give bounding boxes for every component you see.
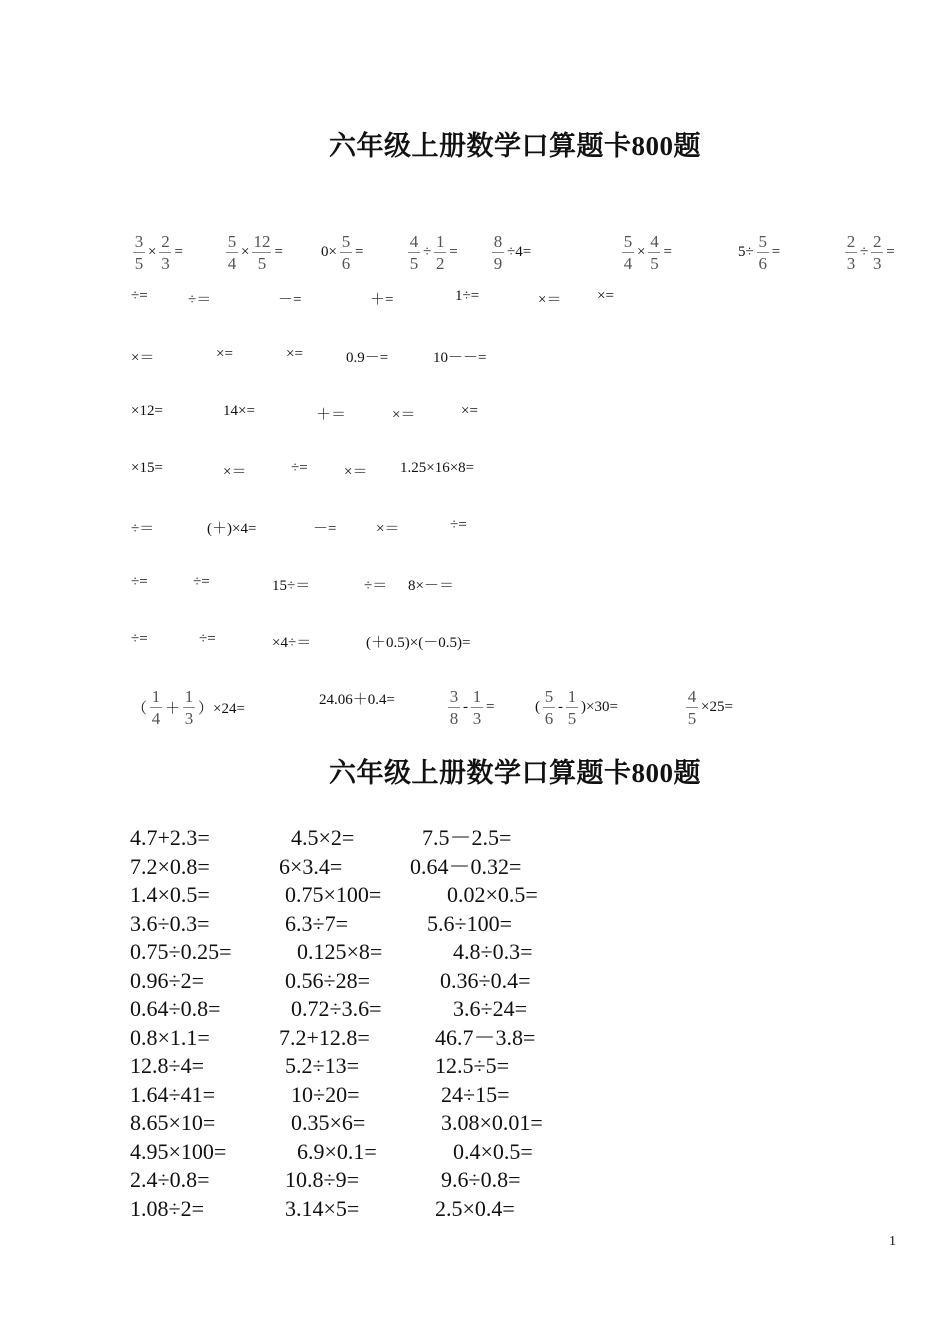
fraction-problem: [534, 688, 619, 727]
oral-problem: 4.8÷0.3=: [453, 939, 533, 964]
oral-problem: ×＝: [376, 521, 400, 537]
oral-problem: 1.25×16×8=: [400, 460, 475, 476]
oral-problem: 2.4÷0.8=: [130, 1167, 210, 1192]
fraction-problem: [131, 688, 246, 727]
oral-problem: 1.64÷41=: [130, 1081, 215, 1107]
fraction-bar: [434, 252, 446, 253]
fraction-denominator: 9: [493, 254, 503, 273]
fraction-numerator: 4: [409, 232, 419, 251]
operator-text: （: [132, 701, 148, 717]
oral-problem: 8.65×10=: [130, 1110, 216, 1135]
fraction: [150, 688, 162, 727]
fraction-numerator: 2: [846, 232, 856, 251]
fraction-denominator: 5: [409, 254, 419, 273]
oral-problem: ×＝: [392, 407, 416, 423]
fraction-numerator: 3: [134, 232, 144, 251]
operator-text: 0×: [321, 244, 337, 260]
fraction: [340, 233, 352, 272]
page-title-top: 六年级上册数学口算题卡800题: [329, 131, 701, 161]
fraction-denominator: 5: [687, 709, 697, 728]
fraction-denominator: 8: [449, 709, 459, 728]
fraction-denominator: 2: [435, 254, 445, 273]
fraction-bar: [871, 252, 883, 253]
fraction-numerator: 1: [472, 687, 482, 706]
oral-problem: 46.7－3.8=: [435, 1024, 536, 1050]
operator-text: =: [274, 244, 283, 260]
fraction-numerator: 1: [184, 687, 194, 706]
oral-problem: 6.9×0.1=: [297, 1138, 377, 1164]
oral-problem: 0.4×0.5=: [453, 1138, 533, 1164]
oral-problem: ÷=: [131, 631, 148, 647]
oral-problem: 0.02×0.5=: [447, 882, 538, 907]
oral-problem: 7.2+12.8=: [279, 1024, 370, 1050]
fraction-denominator: 6: [758, 254, 767, 273]
operator-text: =: [886, 244, 895, 260]
fraction-bar: [340, 252, 352, 253]
fraction: [408, 233, 420, 272]
oral-problem: 0.96÷2=: [130, 967, 204, 993]
fraction: [183, 688, 195, 727]
oral-problem: 5.2÷13=: [285, 1053, 359, 1078]
fraction: [543, 688, 555, 727]
fraction-problem: [318, 688, 396, 709]
oral-problem: ×＝: [223, 464, 247, 480]
oral-problem: 7.2×0.8=: [130, 853, 210, 879]
fraction-bar: [622, 252, 634, 253]
fraction-numerator: 12: [253, 232, 271, 251]
operator-text: =: [354, 244, 364, 260]
fraction-problem: [843, 233, 896, 272]
fraction-denominator: 5: [650, 254, 659, 273]
fraction-denominator: 6: [341, 254, 351, 273]
oral-problem: 12.8÷4=: [130, 1053, 204, 1078]
fraction-bar: [543, 707, 555, 708]
oral-problem: 3.6÷0.3=: [130, 910, 210, 936]
fraction-problem: [224, 233, 284, 272]
fraction-denominator: 5: [134, 254, 144, 273]
oral-problem: ×15=: [131, 460, 163, 476]
fraction-denominator: 3: [872, 254, 882, 273]
fraction-problem: [131, 233, 184, 272]
operator-text: =: [174, 244, 183, 260]
oral-problem: ×12=: [131, 403, 163, 419]
fraction-bar: [845, 252, 857, 253]
oral-problem: 1.08÷2=: [130, 1195, 204, 1221]
operator-text: 5÷: [738, 244, 754, 260]
fraction-denominator: 4: [227, 254, 237, 273]
oral-problem: 0.75÷0.25=: [130, 939, 232, 964]
fraction-bar: [226, 252, 238, 253]
oral-problem: ×＝: [344, 464, 368, 480]
oral-problem: 0.64－0.32=: [410, 853, 522, 879]
oral-problem: ×＝: [538, 292, 562, 308]
oral-problem: (＋)×4=: [207, 521, 257, 537]
oral-problem: ÷=: [291, 460, 308, 476]
fraction: [622, 233, 634, 272]
fraction: [448, 688, 460, 727]
oral-problem: 10÷20=: [291, 1081, 360, 1107]
fraction-bar: [150, 707, 162, 708]
oral-problem: 14×=: [223, 403, 255, 419]
oral-problem: ×=: [597, 288, 614, 304]
fraction-bar: [566, 707, 578, 708]
oral-problem: ÷=: [131, 574, 148, 590]
operator-text: ÷4=: [507, 244, 532, 260]
oral-problem: ÷=: [450, 517, 467, 533]
fraction-denominator: 3: [184, 709, 194, 728]
fraction-numerator: 5: [544, 687, 554, 706]
oral-problem: 0.125×8=: [297, 939, 383, 964]
fraction: [845, 233, 857, 272]
oral-problem: 1÷=: [455, 288, 480, 304]
oral-problem: ×4÷＝: [272, 635, 312, 651]
fraction-numerator: 2: [161, 232, 170, 251]
operator-text: ＋: [165, 701, 181, 717]
fraction-bar: [757, 252, 769, 253]
fraction-problem: [320, 233, 364, 272]
oral-problem: ÷=: [131, 288, 148, 304]
fraction-denominator: 5: [567, 709, 577, 728]
operator-text: -: [558, 699, 563, 715]
oral-problem: 7.5－2.5=: [422, 825, 512, 850]
fraction-denominator: 3: [472, 709, 482, 728]
oral-problem: ＋=: [370, 292, 394, 308]
fraction-bar: [183, 707, 195, 708]
oral-problem: 15÷＝: [272, 578, 311, 594]
oral-problem: ×=: [216, 346, 233, 362]
fraction: [492, 233, 504, 272]
oral-problem: 0.72÷3.6=: [291, 996, 382, 1021]
oral-problem: 3.6÷24=: [453, 996, 527, 1021]
oral-problem: 10.8÷9=: [285, 1167, 359, 1192]
fraction-denominator: 3: [161, 254, 170, 273]
fraction-problem: [737, 233, 781, 272]
fraction: [434, 233, 446, 272]
fraction: [871, 233, 883, 272]
operator-text: ÷: [860, 244, 869, 260]
oral-problem: 4.95×100=: [130, 1138, 227, 1164]
oral-problem: (＋0.5)×(－0.5)=: [366, 635, 471, 651]
oral-problem: 8×－＝: [408, 578, 454, 594]
oral-problem: 0.56÷28=: [285, 967, 370, 993]
operator-text: =: [449, 244, 458, 260]
oral-problem: 2.5×0.4=: [435, 1195, 515, 1221]
oral-problem: ×=: [461, 403, 478, 419]
oral-problem: 0.75×100=: [285, 882, 382, 907]
fraction-bar: [471, 707, 483, 708]
fraction-denominator: 6: [544, 709, 554, 728]
fraction-numerator: 1: [151, 687, 161, 706]
oral-problem: 0.35×6=: [291, 1110, 366, 1135]
oral-problem: 0.9－=: [346, 350, 389, 366]
fraction: [686, 688, 698, 727]
oral-problem: ÷＝: [364, 578, 388, 594]
operator-text: ×: [148, 244, 157, 260]
operator-text: ×: [637, 244, 646, 260]
operator-text: =: [771, 244, 781, 260]
operator-text: -: [463, 699, 468, 715]
operator-text: 24.06＋0.4=: [319, 692, 395, 708]
fraction-problem: [620, 233, 673, 272]
oral-problem: 0.8×1.1=: [130, 1024, 210, 1050]
fraction-problem: [446, 688, 495, 727]
fraction: [133, 233, 145, 272]
fraction-bar: [448, 707, 460, 708]
fraction-bar: [408, 252, 420, 253]
oral-problem: 12.5÷5=: [435, 1053, 509, 1078]
oral-problem: －=: [313, 521, 337, 537]
fraction-numerator: 8: [493, 232, 503, 251]
page-number: 1: [889, 1234, 896, 1249]
oral-problem: ÷=: [199, 631, 216, 647]
operator-text: ×: [241, 244, 250, 260]
fraction-denominator: 5: [257, 254, 267, 273]
fraction-problem: [684, 688, 734, 727]
operator-text: (: [535, 699, 540, 715]
oral-problem: 24÷15=: [441, 1081, 510, 1107]
fraction: [648, 233, 660, 272]
fraction-numerator: 1: [567, 687, 577, 706]
operator-text: )×30=: [581, 699, 618, 715]
fraction-problem: [406, 233, 459, 272]
fraction: [757, 233, 769, 272]
oral-problem: ÷＝: [131, 521, 155, 537]
oral-problem: ×=: [286, 346, 303, 362]
fraction-denominator: 4: [151, 709, 161, 728]
fraction: [226, 233, 238, 272]
oral-problem: 0.64÷0.8=: [130, 996, 221, 1021]
fraction-bar: [159, 252, 171, 253]
fraction-bar: [648, 252, 660, 253]
oral-problem: 0.36÷0.4=: [440, 967, 531, 993]
oral-problem: 9.6÷0.8=: [441, 1167, 521, 1192]
fraction-numerator: 4: [687, 687, 697, 706]
oral-problem: ÷=: [193, 574, 210, 590]
operator-text: ）×24=: [198, 701, 245, 717]
fraction-numerator: 5: [758, 232, 767, 251]
fraction-numerator: 5: [341, 232, 351, 251]
oral-problem: 1.4×0.5=: [130, 882, 210, 907]
oral-problem: 3.08×0.01=: [441, 1110, 543, 1135]
oral-problem: ＋＝: [316, 407, 347, 423]
oral-problem: 6.3÷7=: [285, 910, 348, 936]
fraction: [471, 688, 483, 727]
operator-text: ×25=: [701, 699, 733, 715]
fraction-bar: [252, 252, 271, 253]
fraction-numerator: 2: [872, 232, 882, 251]
fraction-numerator: 5: [227, 232, 237, 251]
operator-text: =: [663, 244, 672, 260]
fraction-problem: [490, 233, 532, 272]
fraction: [566, 688, 578, 727]
oral-problem: 5.6÷100=: [427, 910, 512, 936]
fraction: [159, 233, 171, 272]
oral-problem: 6×3.4=: [279, 853, 343, 879]
oral-problem: －=: [278, 292, 302, 308]
fraction-numerator: 1: [435, 232, 445, 251]
fraction-numerator: 4: [650, 232, 659, 251]
oral-problem: 10－－=: [433, 350, 487, 366]
oral-problem: ÷＝: [188, 292, 212, 308]
fraction-denominator: 3: [846, 254, 856, 273]
fraction: [252, 233, 271, 272]
oral-problem: 4.7+2.3=: [130, 825, 210, 850]
operator-text: ÷: [423, 244, 432, 260]
fraction-numerator: 3: [449, 687, 459, 706]
oral-problem: 4.5×2=: [291, 825, 355, 850]
fraction-bar: [133, 252, 145, 253]
fraction-bar: [492, 252, 504, 253]
operator-text: =: [486, 699, 495, 715]
page-title-bottom: 六年级上册数学口算题卡800题: [329, 758, 701, 788]
oral-problem: 3.14×5=: [285, 1195, 360, 1221]
fraction-bar: [686, 707, 698, 708]
fraction-denominator: 4: [623, 254, 633, 273]
fraction-numerator: 5: [623, 232, 633, 251]
oral-problem: ×＝: [131, 350, 155, 366]
